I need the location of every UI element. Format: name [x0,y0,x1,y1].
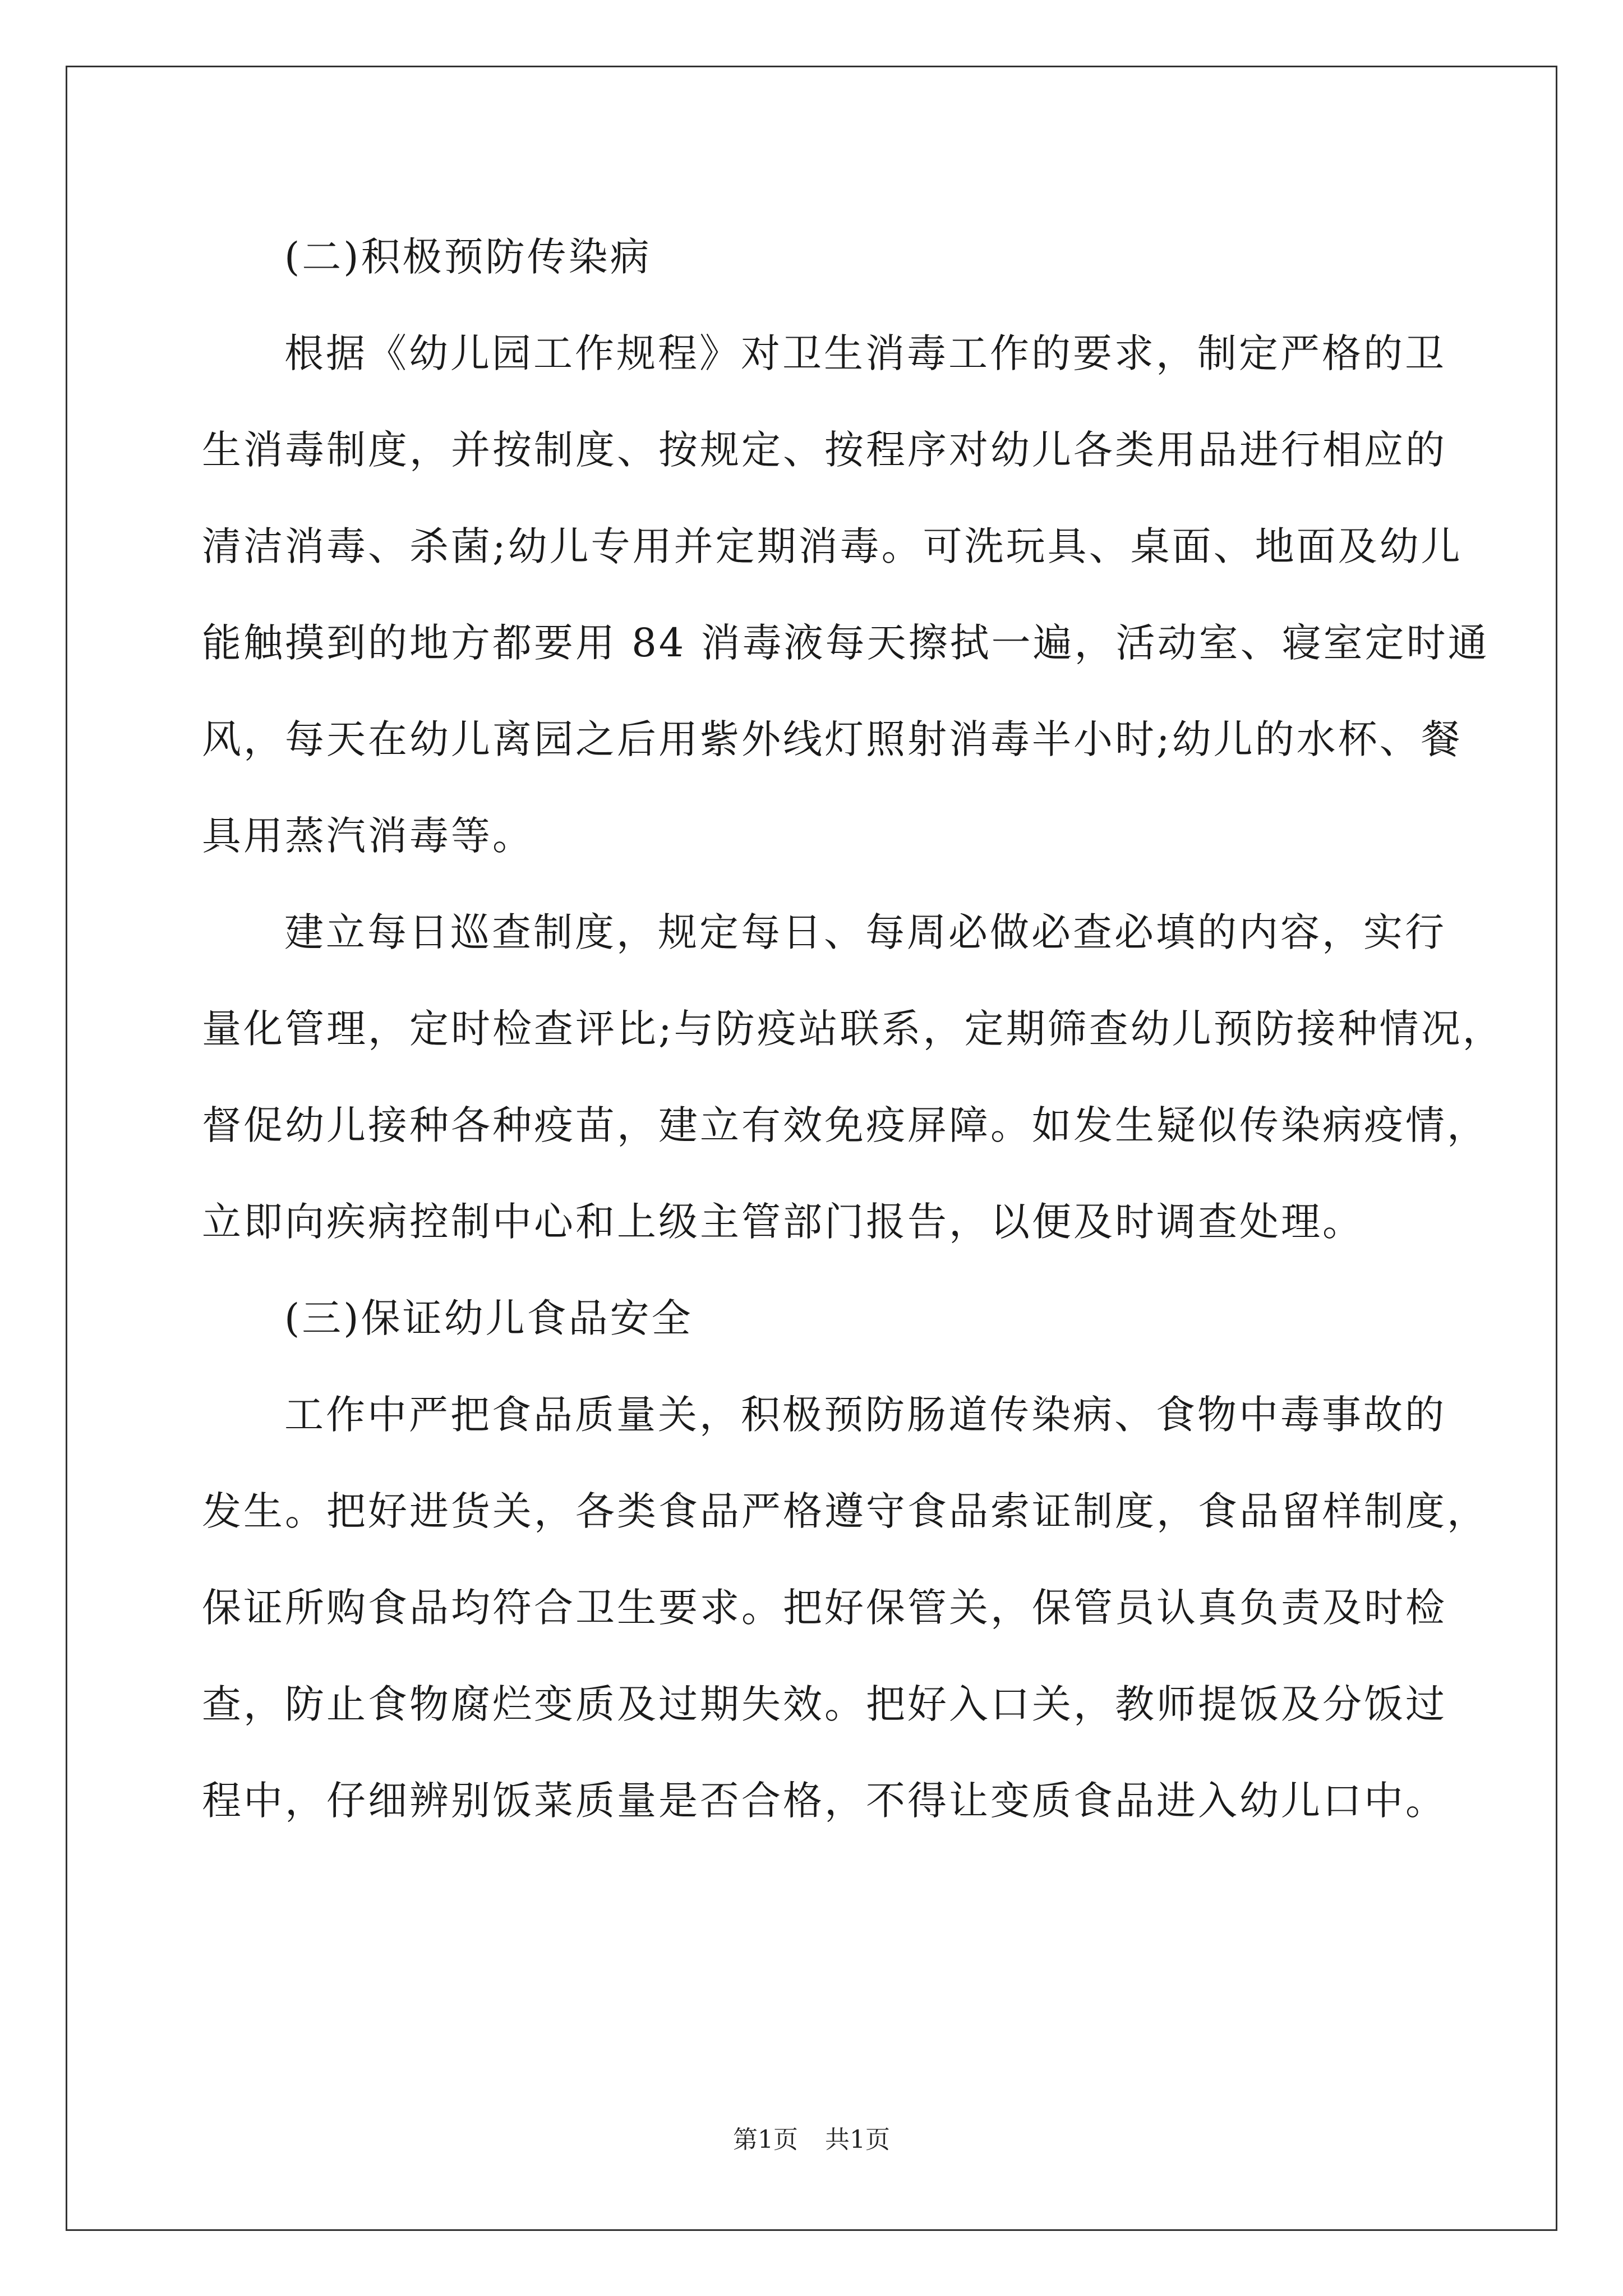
paragraph-line: 查，防止食物腐烂变质及过期失效。把好入口关，教师提饭及分饭过 [202,1681,1447,1727]
paragraph-line: 发生。把好进货关，各类食品严格遵守食品索证制度，食品留样制度， [202,1488,1488,1534]
paragraph-line: 具用蒸汽消毒等。 [202,813,534,859]
page-number: 第1页 [733,2125,798,2154]
paragraph-line: 能触摸到的地方都要用 84 消毒液每天擦拭一遍，活动室、寝室定时通 [202,620,1490,666]
paragraph-line: 清洁消毒、杀菌;幼儿专用并定期消毒。可洗玩具、桌面、地面及幼儿 [202,523,1463,569]
paragraph-line: 根据《幼儿园工作规程》对卫生消毒工作的要求，制定严格的卫 [284,330,1446,376]
section-heading: (三)保证幼儿食品安全 [284,1295,693,1341]
document-body [202,209,1504,1849]
paragraph-line: 立即向疾病控制中心和上级主管部门报告，以便及时调查处理。 [202,1199,1364,1245]
paragraph-line: 督促幼儿接种各种疫苗，建立有效免疫屏障。如发生疑似传染病疫情， [202,1102,1488,1148]
paragraph-line: 建立每日巡查制度，规定每日、每周必做必查必填的内容，实行 [284,909,1446,955]
section-heading: (二)积极预防传染病 [284,234,652,280]
paragraph-line: 保证所购食品均符合卫生要求。把好保管关，保管员认真负责及时检 [202,1585,1447,1631]
paragraph-line: 量化管理，定时检查评比;与防疫站联系，定期筛查幼儿预防接种情况， [202,1006,1504,1052]
paragraph-line: 程中，仔细辨别饭菜质量是否合格，不得让变质食品进入幼儿口中。 [202,1778,1447,1824]
page-total: 共1页 [825,2125,890,2154]
paragraph-line: 风，每天在幼儿离园之后用紫外线灯照射消毒半小时;幼儿的水杯、餐 [202,716,1463,762]
paragraph-line: 生消毒制度，并按制度、按规定、按程序对幼儿各类用品进行相应的 [202,427,1447,473]
page-footer [0,2123,1623,2157]
paragraph-line: 工作中严把食品质量关，积极预防肠道传染病、食物中毒事故的 [284,1392,1446,1438]
